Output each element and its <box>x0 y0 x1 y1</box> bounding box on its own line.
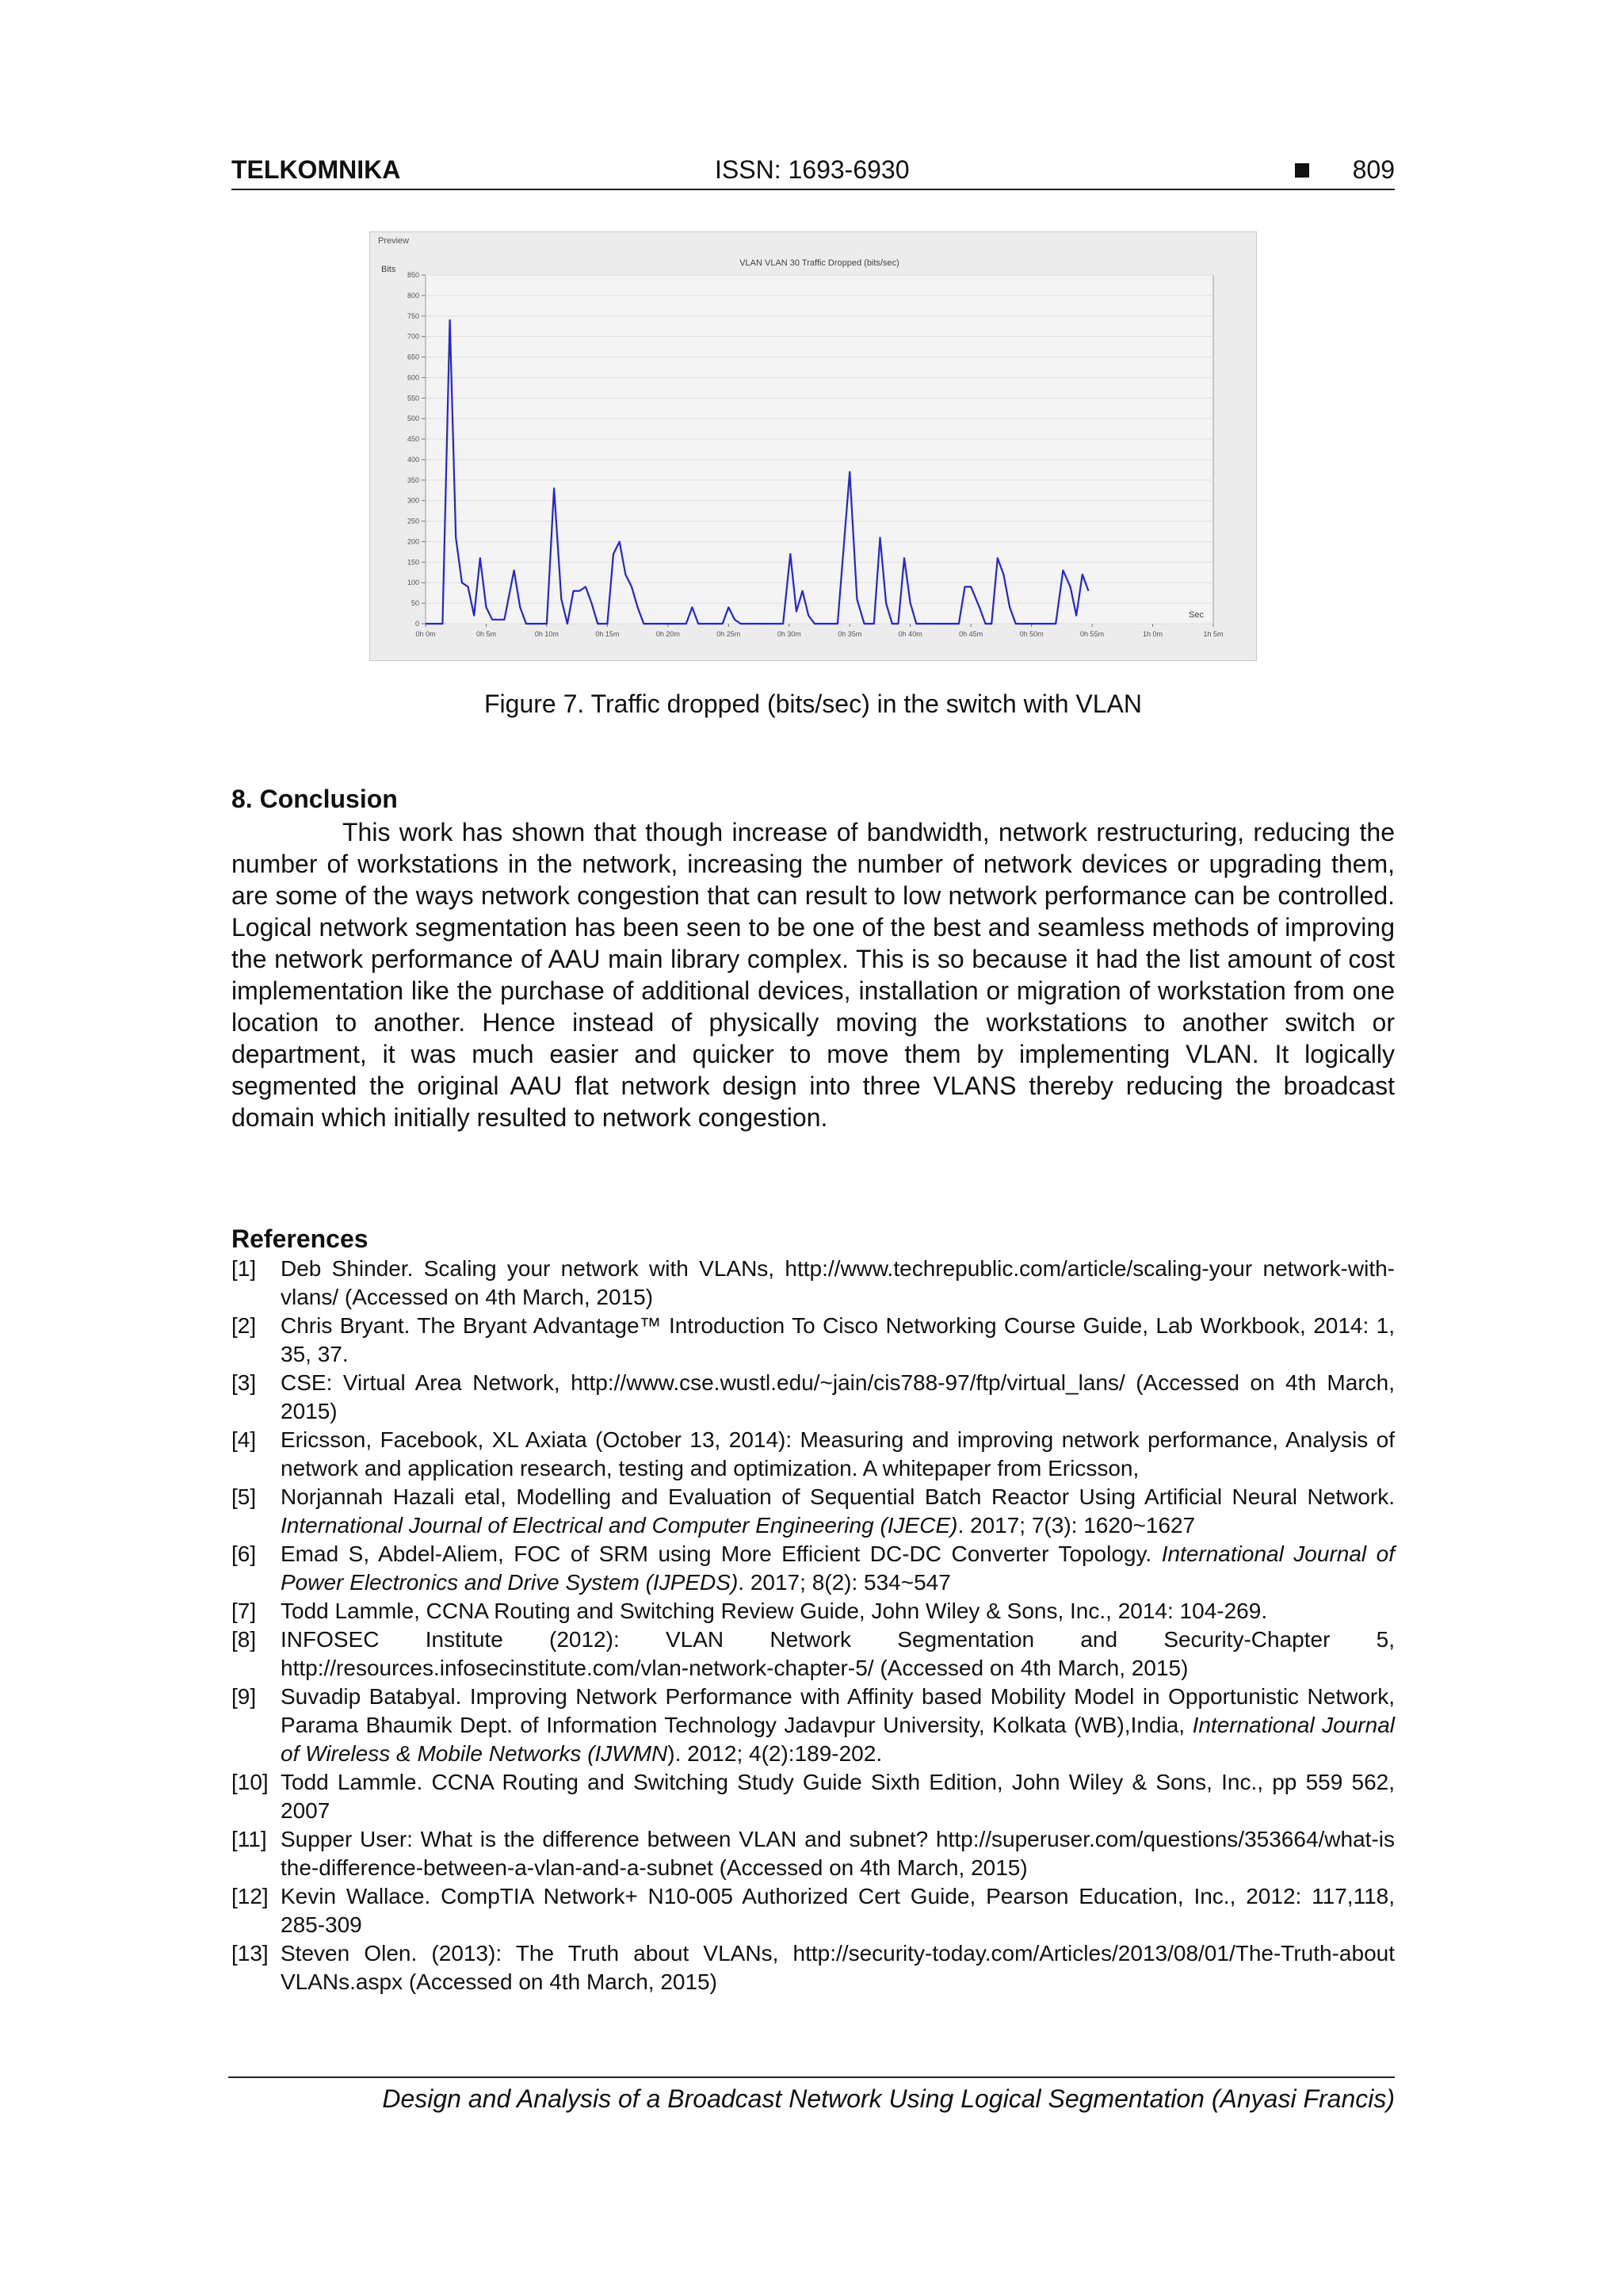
reference-text: Todd Lammle. CCNA Routing and Switching Study Guide Sixth Edition, John Wiley & Sons, Inc., pp 559 562, 2007 <box>281 1770 1395 1823</box>
reference-text: Steven Olen. (2013): The Truth about VLANs, http://security-today.com/Articles/2013/08/01/The-Truth-about VLANs.aspx (Accessed on 4th March, 2015) <box>281 1941 1395 1994</box>
reference-text: Kevin Wallace. CompTIA Network+ N10-005 Authorized Cert Guide, Pearson Education, Inc., 2012: 117,118, 285-309 <box>281 1884 1395 1937</box>
reference-journal: International Journal of Power Electronics and Drive System (IJPEDS) <box>281 1541 1395 1595</box>
reference-number: [5] <box>231 1484 257 1509</box>
reference-text: Emad S, Abdel-Aliem, FOC of SRM using More Efficient DC-DC Converter Topology. <box>281 1541 1162 1566</box>
page-number: 809 <box>1352 155 1395 184</box>
reference-text: Norjannah Hazali etal, Modelling and Evaluation of Sequential Batch Reactor Using Artificial Neural Network. <box>281 1484 1395 1509</box>
reference-item <box>231 1768 1395 1825</box>
reference-item <box>231 1626 1395 1683</box>
x-tick-label: 0h 30m <box>777 630 801 638</box>
x-tick-label: 0h 40m <box>898 630 922 638</box>
reference-text: Deb Shinder. Scaling your network with VLANs, http://www.techrepublic.com/article/scaling-your network-with-vlans/ (Accessed on 4th March, 2015) <box>281 1256 1395 1309</box>
figure-caption: Figure 7. Traffic dropped (bits/sec) in the switch with VLAN <box>484 690 1142 718</box>
page-header <box>231 155 1395 190</box>
reference-item <box>231 1939 1395 1996</box>
preview-label: Preview <box>378 236 410 246</box>
x-tick-label: 0h 10m <box>534 630 559 638</box>
y-tick-label: 150 <box>407 558 419 567</box>
reference-text: Ericsson, Facebook, XL Axiata (October 13, 2014): Measuring and improving network performance, Analysis of network and application research, testing and optimization. A whitepaper from Ericsson, <box>281 1427 1395 1480</box>
reference-text-tail: . 2017; 7(3): 1620~1627 <box>957 1513 1196 1538</box>
traffic-dropped-chart <box>370 232 1256 660</box>
reference-item <box>231 1683 1395 1768</box>
y-tick-label: 650 <box>407 353 419 361</box>
y-tick-label: 50 <box>411 599 419 608</box>
y-axis-label: Bits <box>381 265 396 274</box>
reference-text: Suvadip Batabyal. Improving Network Performance with Affinity based Mobility Model in Opportunistic Network, Parama Bhaumik Dept. of Information Technology Jadavpur University, Kolkata (WB),India, <box>281 1684 1395 1737</box>
y-tick-label: 750 <box>407 311 419 320</box>
footer-rule <box>228 2076 1395 2078</box>
x-tick-label: 0h 35m <box>838 630 862 638</box>
reference-number: [12] <box>231 1884 269 1908</box>
figure-7-panel <box>369 231 1257 661</box>
plot-area <box>426 275 1213 624</box>
reference-item <box>231 1426 1395 1483</box>
x-tick-label: 0h 0m <box>415 630 436 638</box>
reference-text: Todd Lammle, CCNA Routing and Switching Review Guide, John Wiley & Sons, Inc., 2014: 104-269. <box>281 1599 1268 1623</box>
reference-number: [11] <box>231 1827 267 1851</box>
reference-item <box>231 1312 1395 1369</box>
x-tick-label: 1h 0m <box>1143 630 1163 638</box>
references-heading: References <box>231 1224 369 1253</box>
reference-number: [6] <box>231 1541 257 1566</box>
reference-item <box>231 1597 1395 1626</box>
conclusion-heading: 8. Conclusion <box>231 785 398 813</box>
reference-number: [3] <box>231 1370 257 1395</box>
y-tick-label: 800 <box>407 291 419 300</box>
y-tick-label: 600 <box>407 373 419 382</box>
x-tick-label: 0h 45m <box>959 630 983 638</box>
reference-item <box>231 1483 1395 1540</box>
x-tick-label: 0h 15m <box>595 630 620 638</box>
conclusion-body: This work has shown that though increase of bandwidth, network restructuring, reducing the number of workstations in the network, increasing the number of network devices or upgrading them, are some of the ways network congestion that can result to low network performance can be controlled. Logical network segmentation has been seen to be one of the best and seamless methods of improving the network performance of AAU main library complex. This is so because it had the list amount of cost implementation like the purchase of additional devices, installation or migration of workstation from one location to another. Hence instead of physically moving the workstations to another switch or department, it was much easier and quicker to move them by implementing VLAN. It logically segmented the original AAU flat network design into three VLANS thereby reducing the broadcast domain which initially resulted to network congestion. <box>231 818 1395 1132</box>
x-tick-label: 0h 20m <box>655 630 680 638</box>
reference-item <box>231 1369 1395 1426</box>
reference-number: [2] <box>231 1313 257 1338</box>
y-tick-label: 550 <box>407 394 419 403</box>
y-tick-label: 100 <box>407 579 419 587</box>
y-tick-label: 450 <box>407 435 419 444</box>
y-tick-label: 350 <box>407 476 419 484</box>
reference-number: [9] <box>231 1684 257 1709</box>
square-bullet-icon <box>1295 163 1309 178</box>
x-tick-label: 1h 5m <box>1203 630 1224 638</box>
reference-number: [7] <box>231 1599 257 1623</box>
reference-item <box>231 1255 1395 1312</box>
reference-number: [13] <box>231 1941 269 1966</box>
reference-text: Chris Bryant. The Bryant Advantage™ Introduction To Cisco Networking Course Guide, Lab Workbook, 2014: 1, 35, 37. <box>281 1313 1395 1366</box>
x-tick-label: 0h 25m <box>716 630 741 638</box>
y-tick-label: 500 <box>407 415 419 423</box>
reference-number: [1] <box>231 1256 257 1281</box>
reference-text: Supper User: What is the difference between VLAN and subnet? http://superuser.com/questions/353664/what-is the-difference-between-a-vlan-and-a-subnet (Accessed on 4th March, 2015) <box>281 1827 1395 1880</box>
y-tick-label: 400 <box>407 455 419 464</box>
reference-number: [4] <box>231 1427 257 1452</box>
x-tick-label: 0h 50m <box>1019 630 1044 638</box>
reference-text-tail: . 2017; 8(2): 534~547 <box>738 1570 951 1595</box>
x-tick-label: 0h 5m <box>475 630 496 638</box>
x-axis-label: Sec <box>1189 610 1204 620</box>
reference-text: CSE: Virtual Area Network, http://www.cse.wustl.edu/~jain/cis788-97/ftp/virtual_lans/ (Accessed on 4th March, 2015) <box>281 1370 1395 1423</box>
page-footer: Design and Analysis of a Broadcast Network Using Logical Segmentation (Anyasi Francis) <box>382 2084 1395 2113</box>
y-tick-label: 0 <box>414 620 419 628</box>
reference-journal: International Journal of Electrical and Computer Engineering (IJECE) <box>281 1513 958 1538</box>
references-list <box>231 1255 1395 1996</box>
reference-text: INFOSEC Institute (2012): VLAN Network Segmentation and Security-Chapter 5, http://resources.infosecinstitute.com/vlan-network-chapter-5/ (Accessed on 4th March, 2015) <box>281 1627 1395 1680</box>
reference-number: [10] <box>231 1770 269 1794</box>
reference-journal: International Journal of Wireless & Mobile Networks (IJWMN <box>281 1713 1395 1766</box>
y-tick-label: 300 <box>407 496 419 505</box>
y-tick-label: 850 <box>407 271 419 279</box>
reference-number: [8] <box>231 1627 257 1652</box>
x-tick-label: 0h 55m <box>1080 630 1105 638</box>
reference-item <box>231 1825 1395 1882</box>
y-tick-label: 700 <box>407 332 419 341</box>
y-tick-label: 250 <box>407 517 419 525</box>
reference-item <box>231 1882 1395 1939</box>
chart-title: VLAN VLAN 30 Traffic Dropped (bits/sec) <box>739 258 899 268</box>
journal-name: TELKOMNIKA <box>231 155 401 184</box>
reference-item <box>231 1540 1395 1597</box>
y-tick-label: 200 <box>407 537 419 546</box>
reference-text-tail: ). 2012; 4(2):189-202. <box>667 1741 883 1766</box>
issn: ISSN: 1693-6930 <box>715 155 910 184</box>
